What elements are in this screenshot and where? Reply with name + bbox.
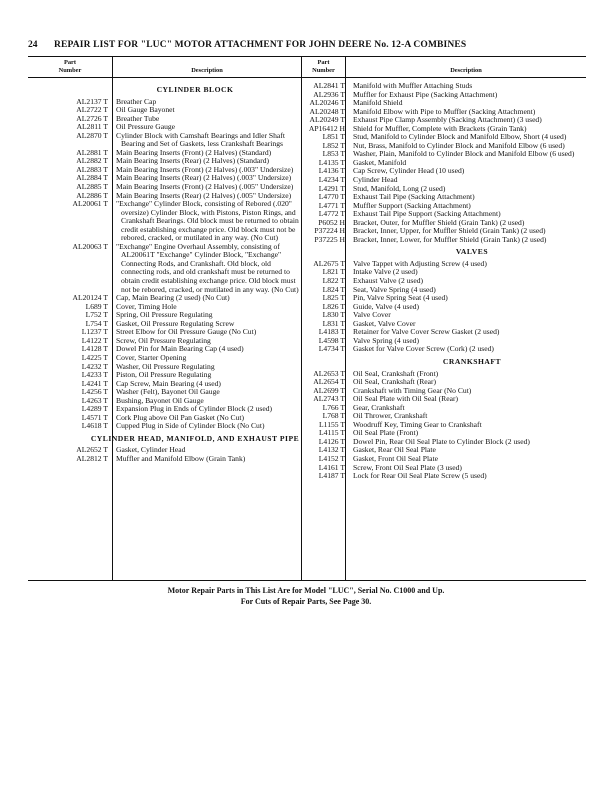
part-number: L4136 T xyxy=(318,166,345,176)
part-number: AL20124 T xyxy=(72,293,108,303)
description-label: Description xyxy=(191,67,223,74)
part-description: Manifold Shield xyxy=(353,98,403,108)
part-description: Main Bearing Inserts (Rear) (2 Halves) (.005" Undersize) xyxy=(116,190,292,200)
part-description: Lock for Rear Oil Seal Plate Screw (5 used) xyxy=(353,471,487,481)
parts-row xyxy=(30,132,300,149)
part-number: L4183 T xyxy=(318,327,345,337)
section-heading: CYLINDER BLOCK xyxy=(156,85,234,94)
parts-row xyxy=(300,472,584,481)
part-number: L4772 T xyxy=(318,209,345,219)
part-description: Cap Screw, Main Bearing (4 used) xyxy=(116,378,221,388)
part-number: L1237 T xyxy=(81,327,108,337)
part-description: Manifold with Muffler Attaching Studs xyxy=(353,81,473,90)
part-number: L689 T xyxy=(85,301,108,311)
part-description: Breather Tube xyxy=(116,113,160,123)
part-description: Gasket, Rear Oil Seal Plate xyxy=(353,445,436,455)
part-number: L825 T xyxy=(322,293,345,303)
number-label: Number xyxy=(312,66,335,74)
part-description: Cylinder Block with Camshaft Bearings and Idler Shaft Bearing and Set of Gaskets, less Crankshaft Bearings xyxy=(116,130,285,149)
part-number: AL2654 T xyxy=(313,377,345,387)
part-number: L4734 T xyxy=(318,344,345,354)
part-description: Main Bearing Inserts (Front) (2 Halves) (.003" Undersize) xyxy=(116,164,294,174)
part-number: AL2811 T xyxy=(76,122,108,132)
part-description: Dowel Pin, Rear Oil Seal Plate to Cylinder Block (2 used) xyxy=(353,436,530,446)
part-description: Cover, Starter Opening xyxy=(116,352,187,362)
part-number: AL2653 T xyxy=(313,368,345,378)
part-description: Oil Pressure Gauge xyxy=(116,122,176,132)
part-number: AL20248 T xyxy=(309,106,345,116)
part-number: L4161 T xyxy=(318,462,345,472)
part-number: AL2743 T xyxy=(313,394,345,404)
part-description: Bracket, Inner, Lower, for Muffler Shield (Grain Tank) (2 used) xyxy=(353,234,547,244)
left-part-number-header xyxy=(28,59,112,74)
part-description: Cylinder Head xyxy=(353,175,398,185)
part-number: L4263 T xyxy=(81,395,108,405)
part-description: Bushing, Bayonet Oil Gauge xyxy=(116,395,204,405)
part-description: Stud, Manifold, Long (2 used) xyxy=(353,183,446,193)
part-description: Oil Seal, Crankshaft (Front) xyxy=(353,368,439,378)
part-description: Gasket, Valve Cover xyxy=(353,318,416,328)
part-description: Oil Thrower, Crankshaft xyxy=(353,411,428,421)
part-number: AL20249 T xyxy=(309,115,345,125)
part-number: L4234 T xyxy=(318,175,345,185)
part-description: Exhaust Tail Pipe (Sacking Attachment) xyxy=(353,192,475,202)
part-number: AL2886 T xyxy=(76,190,108,200)
part-number: L4126 T xyxy=(318,436,345,446)
part-number: L754 T xyxy=(85,318,108,328)
parts-row xyxy=(30,455,300,464)
part-number: L4618 T xyxy=(81,421,108,431)
part-description: Pin, Valve Spring Seat (4 used) xyxy=(353,293,448,303)
part-description: Cap Screw, Cylinder Head (10 used) xyxy=(353,166,465,176)
part-description: Main Bearing Inserts (Rear) (2 Halves) (.003" Undersize) xyxy=(116,173,292,183)
part-number: L852 T xyxy=(322,140,345,150)
part-description: Washer, Oil Pressure Regulating xyxy=(116,361,215,371)
part-number: AL2883 T xyxy=(76,164,108,174)
part-description: Oil Seal Plate with Oil Seal (Rear) xyxy=(353,394,459,404)
part-number: AL2652 T xyxy=(76,445,108,455)
part-description: Exhaust Valve (2 used) xyxy=(353,276,424,286)
part-description: Cupped Plug in Side of Cylinder Block (No Cut) xyxy=(116,421,265,431)
part-description: Valve Tappet with Adjusting Screw (4 used) xyxy=(353,258,487,268)
part-number: AL2870 T xyxy=(76,130,108,140)
part-description: Exhaust Tail Pipe Support (Sacking Attachment) xyxy=(353,209,501,219)
part-number: AL2936 T xyxy=(313,89,345,99)
part-number: L4152 T xyxy=(318,453,345,463)
part-description: Main Bearing Inserts (Rear) (2 Halves) (Standard) xyxy=(116,156,270,166)
part-description: Spring, Oil Pressure Regulating xyxy=(116,310,213,320)
part-description: Oil Gauge Bayonet xyxy=(116,105,175,115)
part-description: Intake Valve (2 used) xyxy=(353,267,418,277)
part-number: L4571 T xyxy=(81,412,108,422)
part-description: Seat, Valve Spring (4 used) xyxy=(353,284,436,294)
part-description: Valve Spring (4 used) xyxy=(353,335,420,345)
part-number: L4771 T xyxy=(318,200,345,210)
right-part-number-header xyxy=(302,59,345,74)
part-number: L4291 T xyxy=(318,183,345,193)
part-description: Screw, Oil Pressure Regulating xyxy=(116,335,211,345)
part-number: L824 T xyxy=(322,284,345,294)
part-number: L4241 T xyxy=(81,378,108,388)
part-number: L766 T xyxy=(322,402,345,412)
part-number: L822 T xyxy=(322,276,345,286)
part-description: Screw, Front Oil Seal Plate (3 used) xyxy=(353,462,462,472)
part-description: Muffler and Manifold Elbow (Grain Tank) xyxy=(116,453,246,463)
part-number: AL2841 T xyxy=(313,81,345,90)
part-number: AL20063 T xyxy=(72,241,108,251)
part-number: AL2675 T xyxy=(313,258,345,268)
description-label: Description xyxy=(450,67,482,74)
part-description: Stud, Manifold to Cylinder Block and Manifold Elbow, Short (4 used) xyxy=(353,132,567,142)
part-number: L821 T xyxy=(322,267,345,277)
part-description: Cap, Main Bearing (2 used) (No Cut) xyxy=(116,293,230,303)
footer-note-1: Motor Repair Parts in This List Are for Model "LUC", Serial No. C1000 and Up. xyxy=(167,586,445,595)
part-description: Gasket, Front Oil Seal Plate xyxy=(353,453,438,463)
part-number: L831 T xyxy=(322,318,345,328)
left-description-header xyxy=(113,67,301,75)
part-number: L4232 T xyxy=(81,361,108,371)
page-title: REPAIR LIST FOR "LUC" MOTOR ATTACHMENT FOR JOHN DEERE No. 12-A COMBINES xyxy=(54,40,467,50)
part-description: Washer (Felt), Bayonet Oil Gauge xyxy=(116,387,220,397)
section-heading: CYLINDER HEAD, MANIFOLD, AND EXHAUST PIPE xyxy=(90,433,300,443)
part-number: L752 T xyxy=(85,310,108,320)
part-number: L853 T xyxy=(322,149,345,159)
part-description: Dowel Pin for Main Bearing Cap (4 used) xyxy=(116,344,244,354)
part-number: L4115 T xyxy=(319,428,345,438)
page-header xyxy=(28,40,586,54)
part-number: L4233 T xyxy=(81,370,108,380)
part-number: AL2812 T xyxy=(76,453,108,463)
part-number: L830 T xyxy=(322,310,345,320)
part-description: Nut, Brass, Manifold to Cylinder Block and Manifold Elbow (6 used) xyxy=(353,140,565,150)
part-number: AL20061 T xyxy=(72,199,108,209)
part-number: L4225 T xyxy=(81,352,108,362)
part-number: L4598 T xyxy=(318,335,345,345)
part-number: AL2137 T xyxy=(76,96,108,106)
part-number: AL20246 T xyxy=(309,98,345,108)
part-number: AL2722 T xyxy=(76,105,108,115)
part-description: Bracket, Outer, for Muffler Shield (Grain Tank) (2 used) xyxy=(353,217,525,227)
right-description-header xyxy=(346,67,586,75)
part-number: L4256 T xyxy=(81,387,108,397)
part-description: Manifold Elbow with Pipe to Muffler (Sacking Attachment) xyxy=(353,106,536,116)
part-number: L4122 T xyxy=(81,335,108,345)
part-number: L851 T xyxy=(322,132,345,142)
part-number: P6052 H xyxy=(318,217,345,227)
part-description: Street Elbow for Oil Pressure Gauge (No Cut) xyxy=(116,327,257,337)
part-description: Gasket, Oil Pressure Regulating Screw xyxy=(116,318,235,328)
part-number: AL2882 T xyxy=(76,156,108,166)
part-number: L4135 T xyxy=(318,157,345,167)
part-description: Woodruff Key, Timing Gear to Crankshaft xyxy=(353,419,482,429)
part-description: Gasket, Manifold xyxy=(353,157,407,167)
part-number: L4132 T xyxy=(318,445,345,455)
part-description: Oil Seal Plate (Front) xyxy=(353,428,419,438)
part-description: Crankshaft with Timing Gear (No Cut) xyxy=(353,385,472,395)
part-description: Cover, Timing Hole xyxy=(116,301,177,311)
part-description: Washer, Plain, Manifold to Cylinder Block and Manifold Elbow (6 used) xyxy=(353,149,575,159)
part-description: Shield for Muffler, Complete with Brackets (Grain Tank) xyxy=(353,123,527,133)
part-number: P37224 H xyxy=(314,226,345,236)
part-description: "Exchange" Engine Overhaul Assembly, consisting of AL20061T "Exchange" Cylinder Block, "Exchange" Connecting Rods, and Crankshaft. Old block, old connecting rods, and old crankshaft must be returned to obtain credit establishing exchange price. Old block must not be rebored, cracked, or mutilated in any way. (No Cut) xyxy=(116,241,299,294)
part-number: AL2885 T xyxy=(76,182,108,192)
part-number: L1155 T xyxy=(319,419,345,429)
part-number: AL2884 T xyxy=(76,173,108,183)
part-number: AL2726 T xyxy=(76,113,108,123)
left-parts-column xyxy=(30,82,300,464)
section-heading: VALVES xyxy=(455,247,489,257)
part-description: Piston, Oil Pressure Regulating xyxy=(116,370,212,380)
parts-row xyxy=(30,243,300,294)
part-number: L4770 T xyxy=(318,192,345,202)
part-number: AL2881 T xyxy=(76,147,108,157)
part-description: Oil Seal, Crankshaft (Rear) xyxy=(353,377,437,387)
parts-row xyxy=(30,106,300,115)
right-parts-column xyxy=(300,82,584,481)
parts-row xyxy=(300,236,584,245)
parts-row xyxy=(30,422,300,431)
part-label: Part xyxy=(63,59,77,66)
part-number: L826 T xyxy=(322,301,345,311)
part-description: Main Bearing Inserts (Front) (2 Halves) (Standard) xyxy=(116,147,272,157)
part-number: L768 T xyxy=(322,411,345,421)
part-description: Expansion Plug in Ends of Cylinder Block (2 used) xyxy=(116,404,273,414)
part-description: Gasket for Valve Cover Screw (Cork) (2 used) xyxy=(353,344,494,354)
part-number: AL2699 T xyxy=(313,385,345,395)
part-description: Guide, Valve (4 used) xyxy=(353,301,420,311)
part-description: "Exchange" Cylinder Block, consisting of Rebored (.020" oversize) Cylinder Block, with Pistons, Piston Rings, and Crankshaft Bearings. Old block must be returned to obtain credit establishing exchange price. Old block must not be rebored, cracked, or mutilated in any way. (No Cut) xyxy=(116,199,299,243)
part-description: Muffler Support (Sacking Attachment) xyxy=(353,200,471,210)
part-description: Bracket, Inner, Upper, for Muffler Shield (Grain Tank) (2 used) xyxy=(353,226,546,236)
part-description: Muffler for Exhaust Pipe (Sacking Attachment) xyxy=(353,89,498,99)
part-description: Valve Cover xyxy=(353,310,391,320)
part-description: Retainer for Valve Cover Screw Gasket (2 used) xyxy=(353,327,500,337)
part-description: Exhaust Pipe Clamp Assembly (Sacking Attachment) (3 used) xyxy=(353,115,542,125)
part-description: Main Bearing Inserts (Front) (2 Halves) (.005" Undersize) xyxy=(116,182,294,192)
part-description: Breather Cap xyxy=(116,96,157,106)
part-number: AP16412 H xyxy=(308,123,345,133)
parts-row xyxy=(300,345,584,354)
number-label: Number xyxy=(58,66,82,74)
part-number: L4289 T xyxy=(81,404,108,414)
section-heading: CRANKSHAFT xyxy=(442,356,502,366)
page-number: 24 xyxy=(28,40,38,50)
part-description: Cork Plug above Oil Pan Gasket (No Cut) xyxy=(116,412,245,422)
parts-row xyxy=(30,200,300,243)
part-description: Gear, Crankshaft xyxy=(353,402,405,412)
part-number: L4128 T xyxy=(81,344,108,354)
table-bottom-rule xyxy=(28,580,586,581)
part-description: Gasket, Cylinder Head xyxy=(116,445,186,455)
footer-note-2: For Cuts of Repair Parts, See Page 30. xyxy=(240,597,372,606)
part-label: Part xyxy=(317,59,330,66)
part-number: L4187 T xyxy=(318,471,345,481)
part-number: P37225 H xyxy=(314,234,345,244)
